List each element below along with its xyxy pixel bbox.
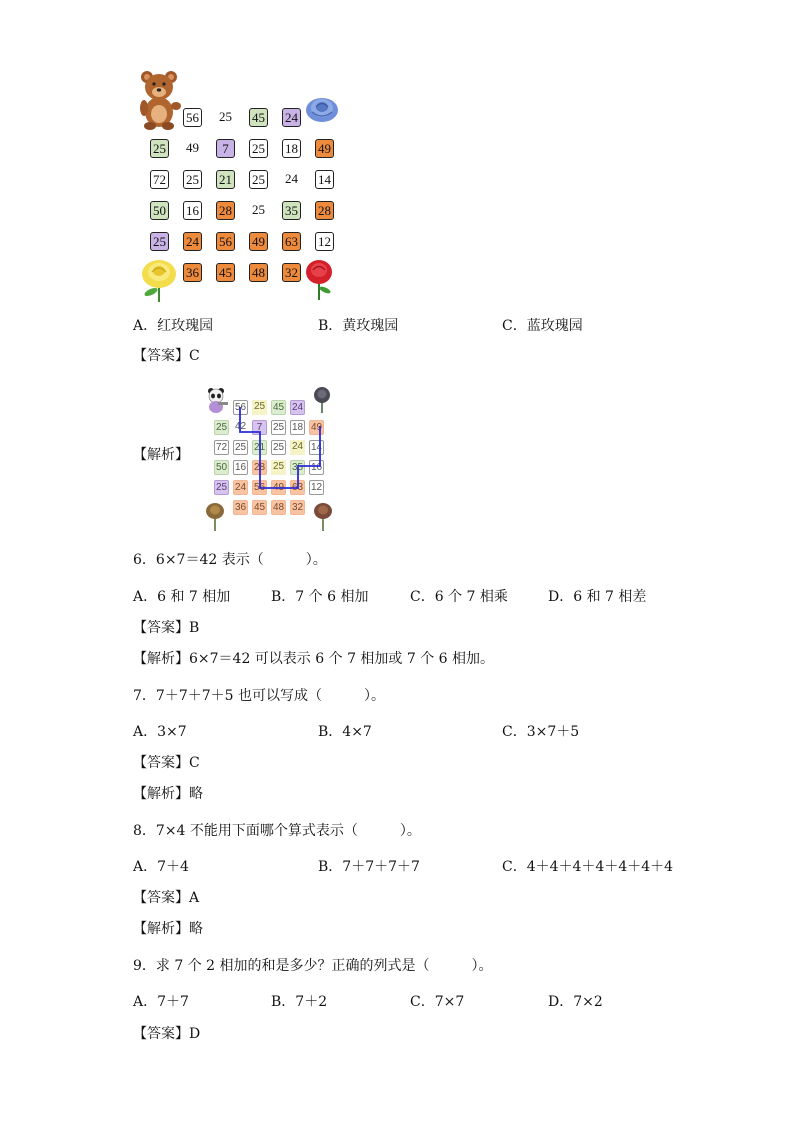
solution-grid-cell: 7 [252,420,267,435]
q8-question: 8．7×4 不能用下面哪个算式表示（ ）。 [133,823,421,839]
solution-grid-cell: 25 [272,442,285,453]
q5-option-c: C．蓝玫瑰园 [502,318,583,334]
q6-option-c: C．6 个 7 相乘 [410,589,508,605]
solution-grid-cell: 14 [310,442,323,453]
grid-cell: 24 [282,108,301,127]
solution-grid-cell: 32 [291,502,304,513]
solution-grid-cell: 35 [291,462,304,473]
grid-cell: 49 [315,139,334,158]
solution-grid-cell: 63 [291,482,304,493]
solution-grid-cell: 25 [271,460,286,475]
solution-grid-cell: 42 [234,421,247,432]
q6-option-d: D．6 和 7 相差 [548,589,647,605]
grid-cell: 49 [249,232,268,251]
grid-cell: 25 [252,202,265,217]
q6-analysis: 【解析】6×7＝42 可以表示 6 个 7 相加或 7 个 6 相加。 [133,651,495,667]
grid-cell: 25 [219,109,232,124]
solution-illustration [200,384,336,532]
grid-cell: 16 [183,201,202,220]
maze-illustration [130,66,340,306]
solution-path [200,384,336,532]
solution-grid-cell: 24 [290,440,305,455]
q8-option-a: A．7＋4 [133,859,189,875]
q5-option-a: A．红玫瑰园 [133,318,214,334]
q9-answer: 【答案】D [133,1026,201,1042]
grid-cell: 24 [285,171,298,186]
grid-cell: 32 [282,263,301,282]
q7-option-c: C．3×7＋5 [502,724,580,740]
solution-grid-cell: 72 [215,442,228,453]
grid-cell: 28 [216,201,235,220]
q7-answer: 【答案】C [133,755,200,771]
grid-cell: 25 [150,232,169,251]
q9-question: 9．求 7 个 2 相加的和是多少？正确的列式是（ ）。 [133,958,493,974]
grid-cell: 72 [150,170,169,189]
solution-grid-cell: 12 [310,482,323,493]
number-grid [130,66,340,306]
solution-grid-cell: 21 [253,442,266,453]
solution-grid-cell: 49 [310,422,323,433]
q6-question: 6．6×7＝42 表示（ ）。 [133,552,327,568]
solution-grid-cell: 25 [215,422,228,433]
q9-option-a: A．7＋7 [133,994,189,1010]
grid-cell: 63 [282,232,301,251]
grid-cell: 7 [216,139,235,158]
q6-option-b: B．7 个 6 相加 [271,589,369,605]
grid-cell: 21 [216,170,235,189]
q6-option-a: A．6 和 7 相加 [133,589,231,605]
q8-answer: 【答案】A [133,890,200,906]
q8-option-b: B．7＋7＋7＋7 [318,859,420,875]
solution-grid-cell: 25 [272,422,285,433]
solution-grid-cell: 25 [234,442,247,453]
grid-cell: 45 [249,108,268,127]
solution-grid-cell: 56 [253,482,266,493]
grid-cell: 50 [150,201,169,220]
solution-grid-cell: 28 [253,462,266,473]
solution-grid-cell: 50 [215,462,228,473]
q9-option-b: B．7＋2 [271,994,328,1010]
grid-cell: 48 [249,263,268,282]
grid-cell: 12 [315,232,334,251]
grid-cell: 49 [186,140,199,155]
q9-option-c: C．7×7 [410,994,465,1010]
solution-grid-cell: 36 [234,502,247,513]
q7-question: 7．7＋7＋7＋5 也可以写成（ ）。 [133,688,385,704]
grid-cell: 25 [183,170,202,189]
q7-analysis: 【解析】略 [133,786,203,802]
grid-cell: 25 [249,170,268,189]
q7-option-b: B．4×7 [318,724,372,740]
q8-analysis: 【解析】略 [133,921,203,937]
grid-cell: 14 [315,170,334,189]
grid-cell: 28 [315,201,334,220]
solution-grid-cell: 49 [272,482,285,493]
q6-answer: 【答案】B [133,620,200,636]
solution-grid-cell: 56 [234,402,247,413]
grid-cell: 25 [249,139,268,158]
q5-option-b: B．黄玫瑰园 [318,318,399,334]
solution-grid-cell: 48 [272,502,285,513]
grid-cell: 18 [282,139,301,158]
solution-grid-cell: 16 [234,462,247,473]
solution-grid-cell: 45 [253,502,266,513]
solution-grid-cell: 25 [252,400,267,415]
grid-cell: 56 [183,108,202,127]
grid-cell: 45 [216,263,235,282]
solution-grid-cell: 24 [234,482,247,493]
grid-cell: 56 [216,232,235,251]
solution-grid-cell: 18 [291,422,304,433]
grid-cell: 25 [150,139,169,158]
q5-answer: 【答案】C [133,348,200,364]
q8-option-c: C．4＋4＋4＋4＋4＋4＋4 [502,859,674,875]
solution-grid-cell: 16 [310,462,323,473]
solution-grid-cell: 25 [215,482,228,493]
q5-analysis-label: 【解析】 [133,447,189,463]
solution-grid-cell: 24 [291,402,304,413]
q9-option-d: D．7×2 [548,994,603,1010]
grid-cell: 24 [183,232,202,251]
solution-grid-cell: 45 [272,402,285,413]
q7-option-a: A．3×7 [133,724,187,740]
grid-cell: 35 [282,201,301,220]
grid-cell: 36 [183,263,202,282]
